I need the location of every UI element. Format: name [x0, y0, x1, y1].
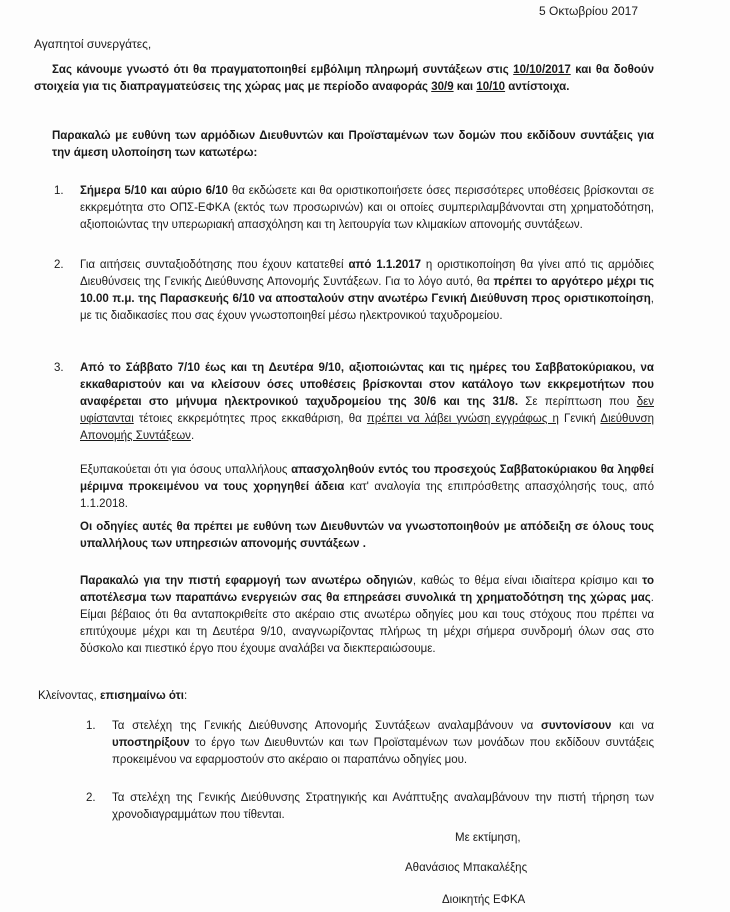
item3-text-c: δεν υφίστανται — [80, 396, 654, 425]
letter-date: 5 Οκτωβρίου 2017 — [539, 4, 638, 18]
p3c-text-b: , καθώς το θέμα είναι ιδιαίτερα κρίσιμο και — [412, 575, 638, 587]
item3-text-f: Γενική — [563, 413, 596, 425]
item-number: 2. — [86, 792, 96, 804]
instruction-item-1 — [54, 183, 654, 234]
intro1-text-a: Σας κάνουμε γνωστό ότι θα πραγματοποιηθεί εμβόλιμη πληρωμή συντάξεων στις — [52, 64, 509, 76]
p3a-text-c: κατ' αναλογία της επιπρόσθετης απασχόλησής τους, από 1.1.2018. — [80, 481, 654, 510]
item3-text-d: τέτοιες εκκρεμότητες προς εκκαθάριση, θα — [138, 413, 362, 425]
item3-text-h: Απονομής Συντάξεων — [80, 430, 191, 442]
item2-text-a: Για αιτήσεις συνταξιοδότησης που έχουν κατατεθεί — [80, 259, 344, 271]
item-number: 1. — [54, 185, 64, 197]
intro1-period-end: 10/10 — [476, 81, 506, 93]
greeting: Αγαπητοί συνεργάτες, — [34, 37, 152, 51]
closing-item-1 — [86, 718, 654, 769]
signature-name: Αθανάσιος Μπακαλέξης — [405, 862, 528, 874]
item-number: 2. — [54, 259, 64, 271]
closing-item-2 — [86, 790, 654, 824]
p3a-text-a: Εξυπακούεται ότι για όσους υπαλλήλους — [80, 464, 288, 476]
item-number: 1. — [86, 720, 96, 732]
c1-text-a: Τα στελέχη της Γενικής Διεύθυνσης Απονομής Συντάξεων αναλαμβάνουν να — [112, 720, 534, 732]
item1-text: θα εκδώσετε και θα οριστικοποιήσετε όσες περισσότερες υποθέσεις βρίσκονται σε εκκρεμότητα στο ΟΠΣ-ΕΦΚΑ (εκτός των προσωρινών) και οι οποίες συμπεριλαμβάνονται στη χρηματοδότηση, αξιοποιώντας την υπερωριακή απασχόληση και τη λειτουργία των κλιμακίων απονομής συντάξεων. — [80, 185, 655, 231]
intro1-text-c: και θα δοθούν στοιχεία για τις διαπραγματεύσεις της χώρας μας με περίοδο αναφοράς — [34, 64, 654, 93]
intro-paragraph-1 — [34, 62, 654, 96]
closing-text-a: Κλείνοντας, — [38, 690, 97, 702]
c1-text-b: συντονίσουν — [541, 720, 612, 732]
closing-text-c: : — [183, 690, 188, 702]
closing-text-b: επισημαίνω ότι — [99, 690, 184, 702]
c2-text-a: Τα στελέχη της Γενικής Διεύθυνσης Στρατηγικής και Ανάπτυξης αναλαμβάνουν την πιστή τήρηση των χρονοδιαγραμμάτων που τίθενται. — [112, 792, 654, 821]
item2-destination: στην ανωτέρω Γενική Διεύθυνση προς οριστικοποίηση — [347, 293, 651, 305]
request-paragraph — [80, 573, 654, 658]
c1-text-d: υποστηρίξουν — [112, 737, 190, 749]
intro1-text-g: αντίστοιχα. — [508, 81, 570, 93]
item3-text-e: πρέπει να λάβει γνώση εγγράφως η — [366, 413, 559, 425]
item2-text-f: , με τις διαδικασίες που σας έχουν γνωστοποιηθεί μέσω ηλεκτρονικού ταχυδρομείου. — [80, 293, 654, 322]
instruction-item-2 — [54, 257, 654, 325]
item3-text-i: . — [190, 430, 195, 442]
intro1-date: 10/10/2017 — [513, 64, 571, 76]
instruction-item-3 — [54, 360, 654, 445]
p3a-text-b: απασχοληθούν εντός του προσεχούς Σαββατοκύριακου θα ληφθεί μέριμνα προκειμένου να τους χορηγηθεί άδεια — [80, 464, 654, 493]
signature-title: Διοικητής ΕΦΚΑ — [442, 894, 526, 906]
item2-text-c: η οριστικοποίηση θα γίνει από τις αρμόδιες Διευθύνσεις της Γενικής Διεύθυνσης Απονομής Συντάξεων. Για το λόγο αυτό, θα — [80, 259, 654, 288]
leave-paragraph — [80, 462, 654, 513]
c1-text-c: και να — [619, 720, 654, 732]
item3-text-g: Διεύθυνση — [600, 413, 654, 425]
intro1-period-start: 30/9 — [431, 81, 454, 93]
p3c-text-c: το αποτέλεσμα των παραπάνω ενεργειών σας θα επηρεάσει συνολικά τη χρηματοδότηση της χώρας μας — [80, 575, 654, 604]
intro1-text-e: και — [456, 81, 474, 93]
notification-paragraph: Οι οδηγίες αυτές θα πρέπει με ευθύνη των Διευθυντών να γνωστοποιηθούν με απόδειξη σε όλους τους υπαλλήλους των υπηρεσιών απονομής συντάξεων . — [80, 521, 654, 550]
c1-text-e: το έργο των Διευθυντών και των Προϊσταμένων των μονάδων που εκδίδουν συντάξεις προκειμένου να εφαρμοστούν στο ακέραιο οι παραπάνω οδηγίες μου. — [112, 737, 654, 766]
item1-dates: Σήμερα 5/10 και αύριο 6/10 — [80, 185, 229, 197]
closing-line — [38, 688, 187, 705]
item2-deadline: πρέπει το αργότερο μέχρι τις 10.00 π.μ. της Παρασκευής 6/10 να αποσταλούν — [80, 276, 654, 305]
item-number: 3. — [54, 362, 64, 374]
p3c-text-d: . Είμαι βέβαιος ότι θα ανταποκριθείτε στο ακέραιο στις ανωτέρω οδηγίες μου και τους στόχους που πρέπει να επιτύχουμε μέχρι και τη Δευτέρα 9/10, αναγνωρίζοντας πλήρως τη μέχρι σήμερα συνδρομή όλων σας στο δύσκολο και πιεστικό έργο που έχουμε αναλάβει να διεκπεραιώσουμε. — [80, 592, 654, 655]
p3c-text-a: Παρακαλώ για την πιστή εφαρμογή των ανωτέρω οδηγιών — [80, 575, 413, 587]
item3-text-b: Σε περίπτωση που — [525, 396, 630, 408]
intro-paragraph-2: Παρακαλώ με ευθύνη των αρμόδιων Διευθυντών και Προϊσταμένων των δομών που εκδίδουν συντάξεις για την άμεση υλοποίηση των κατωτέρω: — [52, 130, 654, 159]
item2-date: από 1.1.2017 — [348, 259, 422, 271]
signature-regards: Με εκτίμηση, — [455, 832, 521, 844]
item3-text-a: Από το Σάββατο 7/10 έως και τη Δευτέρα 9/10, αξιοποιώντας και τις ημέρες του Σαββατοκύριακου, να εκκαθαριστούν και να κλείσουν όσες υποθέσεις βρίσκονται στον κατάλογο των εκκρεμοτήτων που αναφέρεται στο μήνυμα ηλεκτρονικού ταχυδρομείου της 30/6 και της 31/8. — [80, 362, 654, 408]
